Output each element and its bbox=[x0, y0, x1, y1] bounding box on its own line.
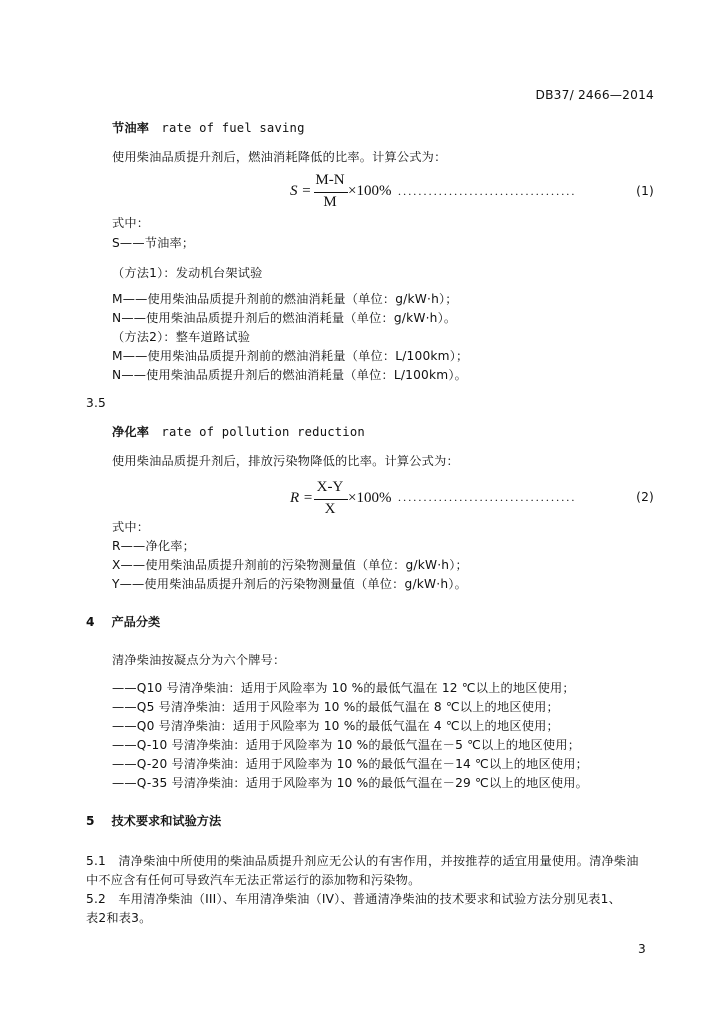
section-number: 5 bbox=[86, 814, 95, 828]
section-title: 产品分类 bbox=[111, 615, 161, 629]
method2-m-definition: M——使用柴油品质提升剂前的燃油消耗量（单位：L/100km）； bbox=[112, 349, 469, 363]
formula-times: ×100% bbox=[348, 183, 392, 199]
list-item: ——Q10 号清净柴油：适用于风险率为 10 %的最低气温在 12 ℃以上的地区使用； bbox=[112, 681, 575, 695]
r-definition: R——净化率； bbox=[112, 539, 195, 553]
term-pollution-reduction bbox=[112, 423, 365, 440]
formula-1 bbox=[290, 172, 400, 214]
term-fuel-saving bbox=[112, 119, 305, 136]
list-item: ——Q0 号清净柴油：适用于风险率为 10 %的最低气温在 4 ℃以上的地区使用； bbox=[112, 719, 559, 733]
term-en: rate of pollution reduction bbox=[161, 425, 365, 439]
formula-denominator: M bbox=[323, 194, 337, 210]
formula-denominator: X bbox=[324, 501, 336, 517]
clause-5-1-line-1: 5.1 清净柴油中所使用的柴油品质提升剂应无公认的有害作用，并按推荐的适宜用量使用。清净柴油 bbox=[86, 854, 639, 868]
clause-5-2-line-1: 5.2 车用清净柴油（III）、车用清净柴油（IV）、普通清净柴油的技术要求和试验方法分别见表1、 bbox=[86, 892, 621, 906]
leader-dots: ................................... bbox=[398, 490, 577, 504]
list-item: ——Q-35 号清净柴油：适用于风险率为 10 %的最低气温在－29 ℃以上的地区使用。 bbox=[112, 776, 589, 790]
leader-dots: ................................... bbox=[398, 184, 577, 198]
where-label: 式中： bbox=[112, 520, 150, 534]
clause-5-2-line-2: 表2和表3。 bbox=[86, 911, 152, 925]
page-number: 3 bbox=[638, 942, 646, 956]
y-definition: Y——使用柴油品质提升剂后的污染物测量值（单位：g/kW·h）。 bbox=[112, 577, 467, 591]
formula-numerator: M-N bbox=[315, 172, 345, 188]
term-cn: 净化率 bbox=[112, 425, 150, 439]
method1-m-definition: M——使用柴油品质提升剂前的燃油消耗量（单位：g/kW·h）； bbox=[112, 292, 458, 306]
list-item: ——Q-10 号清净柴油：适用于风险率为 10 %的最低气温在－5 ℃以上的地区使用； bbox=[112, 738, 581, 752]
list-item: ——Q5 号清净柴油：适用于风险率为 10 %的最低气温在 8 ℃以上的地区使用； bbox=[112, 700, 559, 714]
definition-pollution-reduction: 使用柴油品质提升剂后，排放污染物降低的比率。计算公式为： bbox=[112, 454, 459, 468]
section-number: 4 bbox=[86, 615, 95, 629]
equation-number-2: (2) bbox=[636, 490, 654, 504]
section-number-3-5: 3.5 bbox=[86, 396, 106, 410]
term-en: rate of fuel saving bbox=[161, 121, 305, 135]
term-cn: 节油率 bbox=[112, 121, 150, 135]
section-4-heading bbox=[86, 613, 160, 630]
clause-5-1-line-2: 中不应含有任何可导致汽车无法正常运行的添加物和污染物。 bbox=[86, 873, 421, 887]
formula-2 bbox=[290, 479, 400, 521]
document-code: DB37/ 2466—2014 bbox=[535, 88, 654, 102]
formula-times: ×100% bbox=[348, 490, 392, 506]
fraction-bar bbox=[314, 192, 348, 193]
method1-n-definition: N——使用柴油品质提升剂后的燃油消耗量（单位：g/kW·h）。 bbox=[112, 311, 457, 325]
list-item: ——Q-20 号清净柴油：适用于风险率为 10 %的最低气温在－14 ℃以上的地区使用； bbox=[112, 757, 589, 771]
x-definition: X——使用柴油品质提升剂前的污染物测量值（单位：g/kW·h）； bbox=[112, 558, 468, 572]
grade-intro: 清净柴油按凝点分为六个牌号： bbox=[112, 653, 286, 667]
method-1-label: （方法1）：发动机台架试验 bbox=[112, 266, 263, 280]
definition-fuel-saving: 使用柴油品质提升剂后，燃油消耗降低的比率。计算公式为： bbox=[112, 150, 447, 164]
method2-n-definition: N——使用柴油品质提升剂后的燃油消耗量（单位：L/100km）。 bbox=[112, 368, 468, 382]
formula-lhs: R = bbox=[290, 490, 314, 506]
fraction-bar bbox=[314, 499, 348, 500]
s-definition: S——节油率； bbox=[112, 236, 195, 250]
section-title: 技术要求和试验方法 bbox=[111, 814, 222, 828]
where-label: 式中： bbox=[112, 216, 150, 230]
section-5-heading bbox=[86, 812, 221, 829]
equation-number-1: (1) bbox=[636, 184, 654, 198]
formula-numerator: X-Y bbox=[316, 479, 344, 495]
method-2-label: （方法2）：整车道路试验 bbox=[112, 330, 251, 344]
formula-lhs: S = bbox=[290, 183, 312, 199]
